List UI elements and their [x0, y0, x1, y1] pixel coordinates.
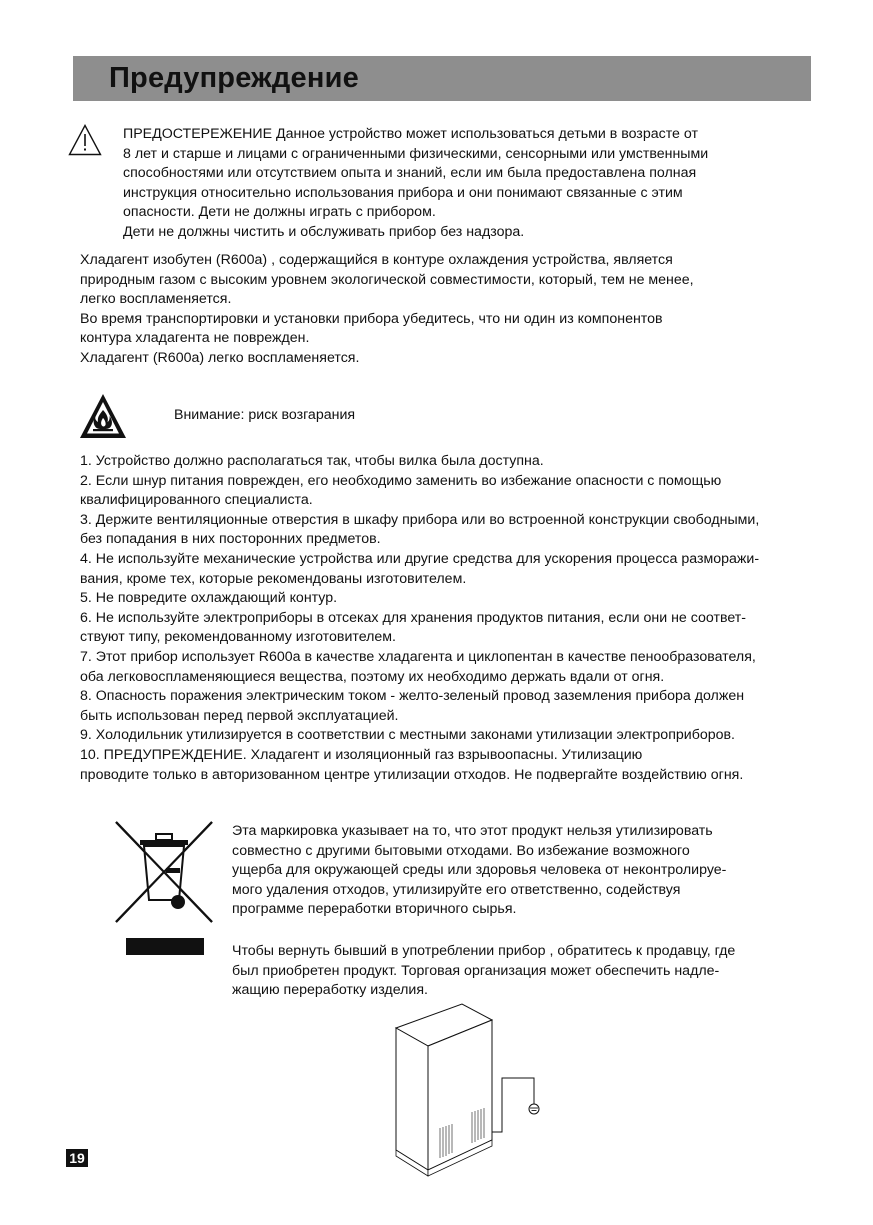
list-item: быть использован перед первой эксплуатацией.	[80, 707, 399, 724]
fire-warning-text: Внимание: риск возгарания	[174, 407, 356, 423]
weee-line: Эта маркировка указывает на то, что этот продукт нельзя утилизировать	[232, 823, 713, 839]
caution-line: ПРЕДОСТЕРЕЖЕНИЕ Данное устройство может использоваться детьми в возрасте от	[123, 126, 698, 142]
caution-line: опасности. Дети не должны играть с прибором.	[123, 204, 436, 221]
weee-line: совместно с другими бытовыми отходами. Во избежание возможного	[232, 842, 690, 859]
return-line: жащию переработку изделия.	[232, 982, 428, 999]
safety-list	[80, 452, 759, 785]
list-item: без попадания в них посторонних предметов.	[80, 531, 381, 548]
refrigerant-line: контура хладагента не поврежден.	[80, 330, 310, 347]
return-line: был приобретен продукт. Торговая организация может обеспечить надле-	[232, 962, 720, 979]
fridge-grounding-illustration	[388, 1000, 554, 1186]
list-item: 7. Этот прибор использует R600a в качестве хладагента и циклопентан в качестве пенообразователя,	[80, 648, 756, 665]
list-item: 1. Устройство должно располагаться так, чтобы вилка была доступна.	[80, 453, 544, 469]
header-bar	[73, 56, 811, 101]
caution-line: Дети не должны чистить и обслуживать прибор без надзора.	[123, 223, 525, 240]
refrigerant-text	[80, 251, 694, 369]
warning-triangle-icon	[68, 124, 102, 156]
list-item: 3. Держите вентиляционные отверстия в шкафу прибора или во встроенной конструкции свободными,	[80, 511, 760, 528]
caution-line: способностями или отсутствием опыта и знаний, если им была предоставлена полная	[123, 165, 697, 182]
weee-line: программе переработки вторичного сырья.	[232, 901, 517, 918]
page-number: 19	[66, 1149, 88, 1167]
list-item: 10. ПРЕДУПРЕЖДЕНИЕ. Хладагент и изоляционный газ взрывоопасны. Утилизацию	[80, 746, 643, 763]
list-item: 8. Опасность поражения электрическим током - желто-зеленый провод заземления прибора должен	[80, 688, 745, 705]
refrigerant-line: Хладагент изобутен (R600a) , содержащийся в контуре охлаждения устройства, является	[80, 252, 673, 268]
caution-line: 8 лет и старше и лицами с ограниченными физическими, сенсорными или умственными	[123, 145, 709, 162]
list-item: вания, кроме тех, которые рекомендованы изготовителем.	[80, 570, 467, 587]
list-item: 9. Холодильник утилизируется в соответствии с местными законами утилизации электроприборов.	[80, 727, 735, 744]
list-item: проводите только в авторизованном центре утилизации отходов. Не подвергайте воздействию огня.	[80, 766, 744, 783]
crossed-bin-icon	[114, 820, 214, 924]
list-item: 2. Если шнур питания поврежден, его необходимо заменить во избежание опасности с помощью	[80, 472, 722, 489]
list-item: 5. Не повредите охлаждающий контур.	[80, 590, 338, 607]
page-title: Предупреждение	[109, 62, 359, 94]
refrigerant-line: Во время транспортировки и установки прибора убедитесь, что ни один из компонентов	[80, 310, 663, 327]
flammable-warning-icon	[79, 393, 127, 439]
weee-bar	[126, 938, 204, 955]
weee-text	[232, 822, 726, 920]
return-line: Чтобы вернуть бывший в употреблении прибор , обратитесь к продавцу, где	[232, 943, 736, 959]
return-text	[232, 942, 735, 1001]
weee-line: мого удаления отходов, утилизируйте его ответственно, содействуя	[232, 881, 681, 898]
refrigerant-line: природным газом с высоким уровнем экологической совместимости, который, тем не менее,	[80, 271, 694, 288]
list-item: 4. Не используйте механические устройства или другие средства для ускорения процесса разморажи-	[80, 550, 760, 567]
refrigerant-line: легко воспламеняется.	[80, 291, 232, 308]
caution-text	[123, 125, 708, 243]
refrigerant-line: Хладагент (R600a) легко воспламеняется.	[80, 349, 360, 366]
list-item: квалифицированного специалиста.	[80, 492, 313, 509]
weee-line: ущерба для окружающей среды или здоровья человека от неконтролируе-	[232, 862, 727, 879]
list-item: 6. Не используйте электроприборы в отсеках для хранения продуктов питания, если они не соответ-	[80, 609, 747, 626]
list-item: оба легковоспламеняющиеся вещества, поэтому их необходимо держать вдали от огня.	[80, 668, 665, 685]
caution-line: инструкция относительно использования прибора и они понимают связанные с этим	[123, 184, 683, 201]
list-item: ствуют типу, рекомендованному изготовителем.	[80, 629, 396, 646]
